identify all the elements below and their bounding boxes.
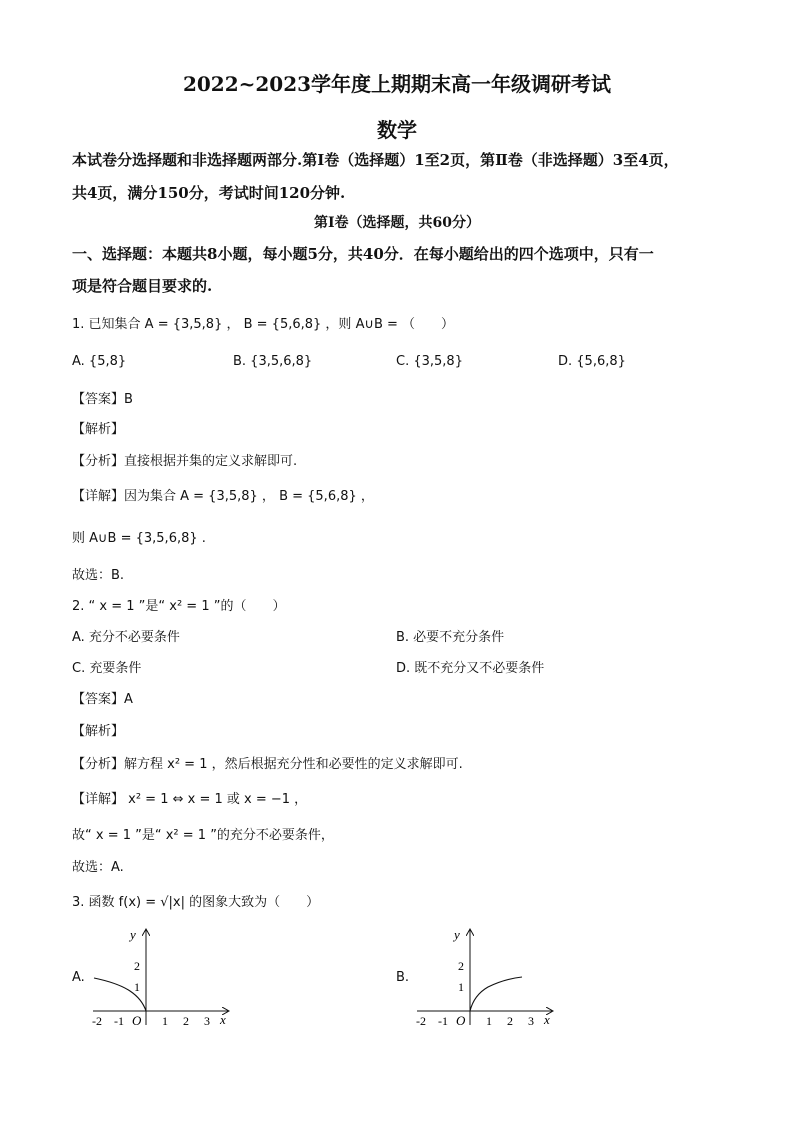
q2-analysis-label: 【解析】	[72, 724, 125, 739]
q1-option-d[interactable]: D. {5,6,8}	[558, 354, 626, 369]
subject-title: 数学	[377, 118, 417, 142]
q1-option-a[interactable]: A. {5,8}	[72, 354, 127, 369]
instructions-line-2: 项是符合题目要求的.	[72, 277, 213, 295]
q1-detail-1: 【详解】因为集合 A = {3,5,8} ， B = {5,6,8} ，	[72, 489, 374, 504]
x-tick: 2	[183, 1014, 189, 1028]
y-tick: 1	[458, 980, 464, 994]
y-tick: 2	[134, 959, 140, 973]
q2-answer: 【答案】A	[72, 692, 133, 707]
x-label: x	[544, 1012, 550, 1027]
x-tick: -1	[114, 1014, 124, 1028]
y-tick: 2	[458, 959, 464, 973]
x-label: x	[220, 1012, 226, 1027]
q2-option-d[interactable]: D. 既不充分又不必要条件	[396, 661, 545, 676]
q1-answer: 【答案】B	[72, 392, 133, 407]
q1-stem: 1. 已知集合 A = {3,5,8} ， B = {5,6,8} ，则 A∪B = （ ）	[72, 317, 455, 332]
q2-detail-1: 【详解】 x² = 1 ⇔ x = 1 或 x = −1 ，	[72, 792, 308, 807]
x-tick: 3	[528, 1014, 534, 1028]
q2-stem: 2. “ x = 1 ”是“ x² = 1 ”的（ ）	[72, 599, 286, 614]
q2-option-a[interactable]: A. 充分不必要条件	[72, 630, 180, 645]
curve	[470, 977, 522, 1011]
instructions-line-1: 一、选择题：本题共8小题，每小题5分，共40分．在每小题给出的四个选项中，只有一	[72, 245, 654, 263]
x-tick: -2	[416, 1014, 426, 1028]
q3-option-b-graph[interactable]	[412, 925, 562, 1030]
exam-title: 2022~2023学年度上期期末高一年级调研考试	[182, 72, 612, 96]
q3-option-a-graph[interactable]	[88, 925, 238, 1030]
q1-detail-2: 则 A∪B = {3,5,6,8} .	[72, 531, 206, 546]
section-heading: 第Ⅰ卷（选择题，共60分）	[313, 215, 481, 231]
y-label: y	[454, 927, 460, 942]
x-tick: 1	[162, 1014, 168, 1028]
y-tick: 1	[134, 980, 140, 994]
intro-line-1: 本试卷分选择题和非选择题两部分.第Ⅰ卷（选择题）1至2页，第Ⅱ卷（非选择题）3至4页，	[72, 151, 679, 169]
y-label: y	[130, 927, 136, 942]
q2-option-c[interactable]: C. 充要条件	[72, 661, 142, 676]
x-tick: 3	[204, 1014, 210, 1028]
q2-fenxi: 【分析】解方程 x² = 1 ，然后根据充分性和必要性的定义求解即可.	[72, 757, 463, 772]
q1-analysis-label: 【解析】	[72, 422, 125, 437]
q1-fenxi: 【分析】直接根据并集的定义求解即可.	[72, 454, 298, 469]
x-tick: 1	[486, 1014, 492, 1028]
q3-stem: 3. 函数 f(x) = √|x| 的图象大致为（ ）	[72, 895, 320, 910]
q2-option-b[interactable]: B. 必要不充分条件	[396, 630, 505, 645]
origin-label: O	[456, 1013, 466, 1028]
x-tick: -1	[438, 1014, 448, 1028]
q2-conclusion: 故选：A.	[72, 860, 124, 875]
q3-option-b-label[interactable]: B.	[396, 970, 410, 985]
x-tick: 2	[507, 1014, 513, 1028]
q2-detail-2: 故“ x = 1 ”是“ x² = 1 ”的充分不必要条件，	[72, 828, 334, 843]
q1-option-b[interactable]: B. {3,5,6,8}	[233, 354, 313, 369]
q1-conclusion: 故选：B.	[72, 568, 125, 583]
q1-option-c[interactable]: C. {3,5,8}	[396, 354, 463, 369]
origin-label: O	[132, 1013, 142, 1028]
x-tick: -2	[92, 1014, 102, 1028]
intro-line-2: 共4页，满分150分，考试时间120分钟.	[72, 184, 346, 202]
q3-option-a-label[interactable]: A.	[72, 970, 85, 985]
